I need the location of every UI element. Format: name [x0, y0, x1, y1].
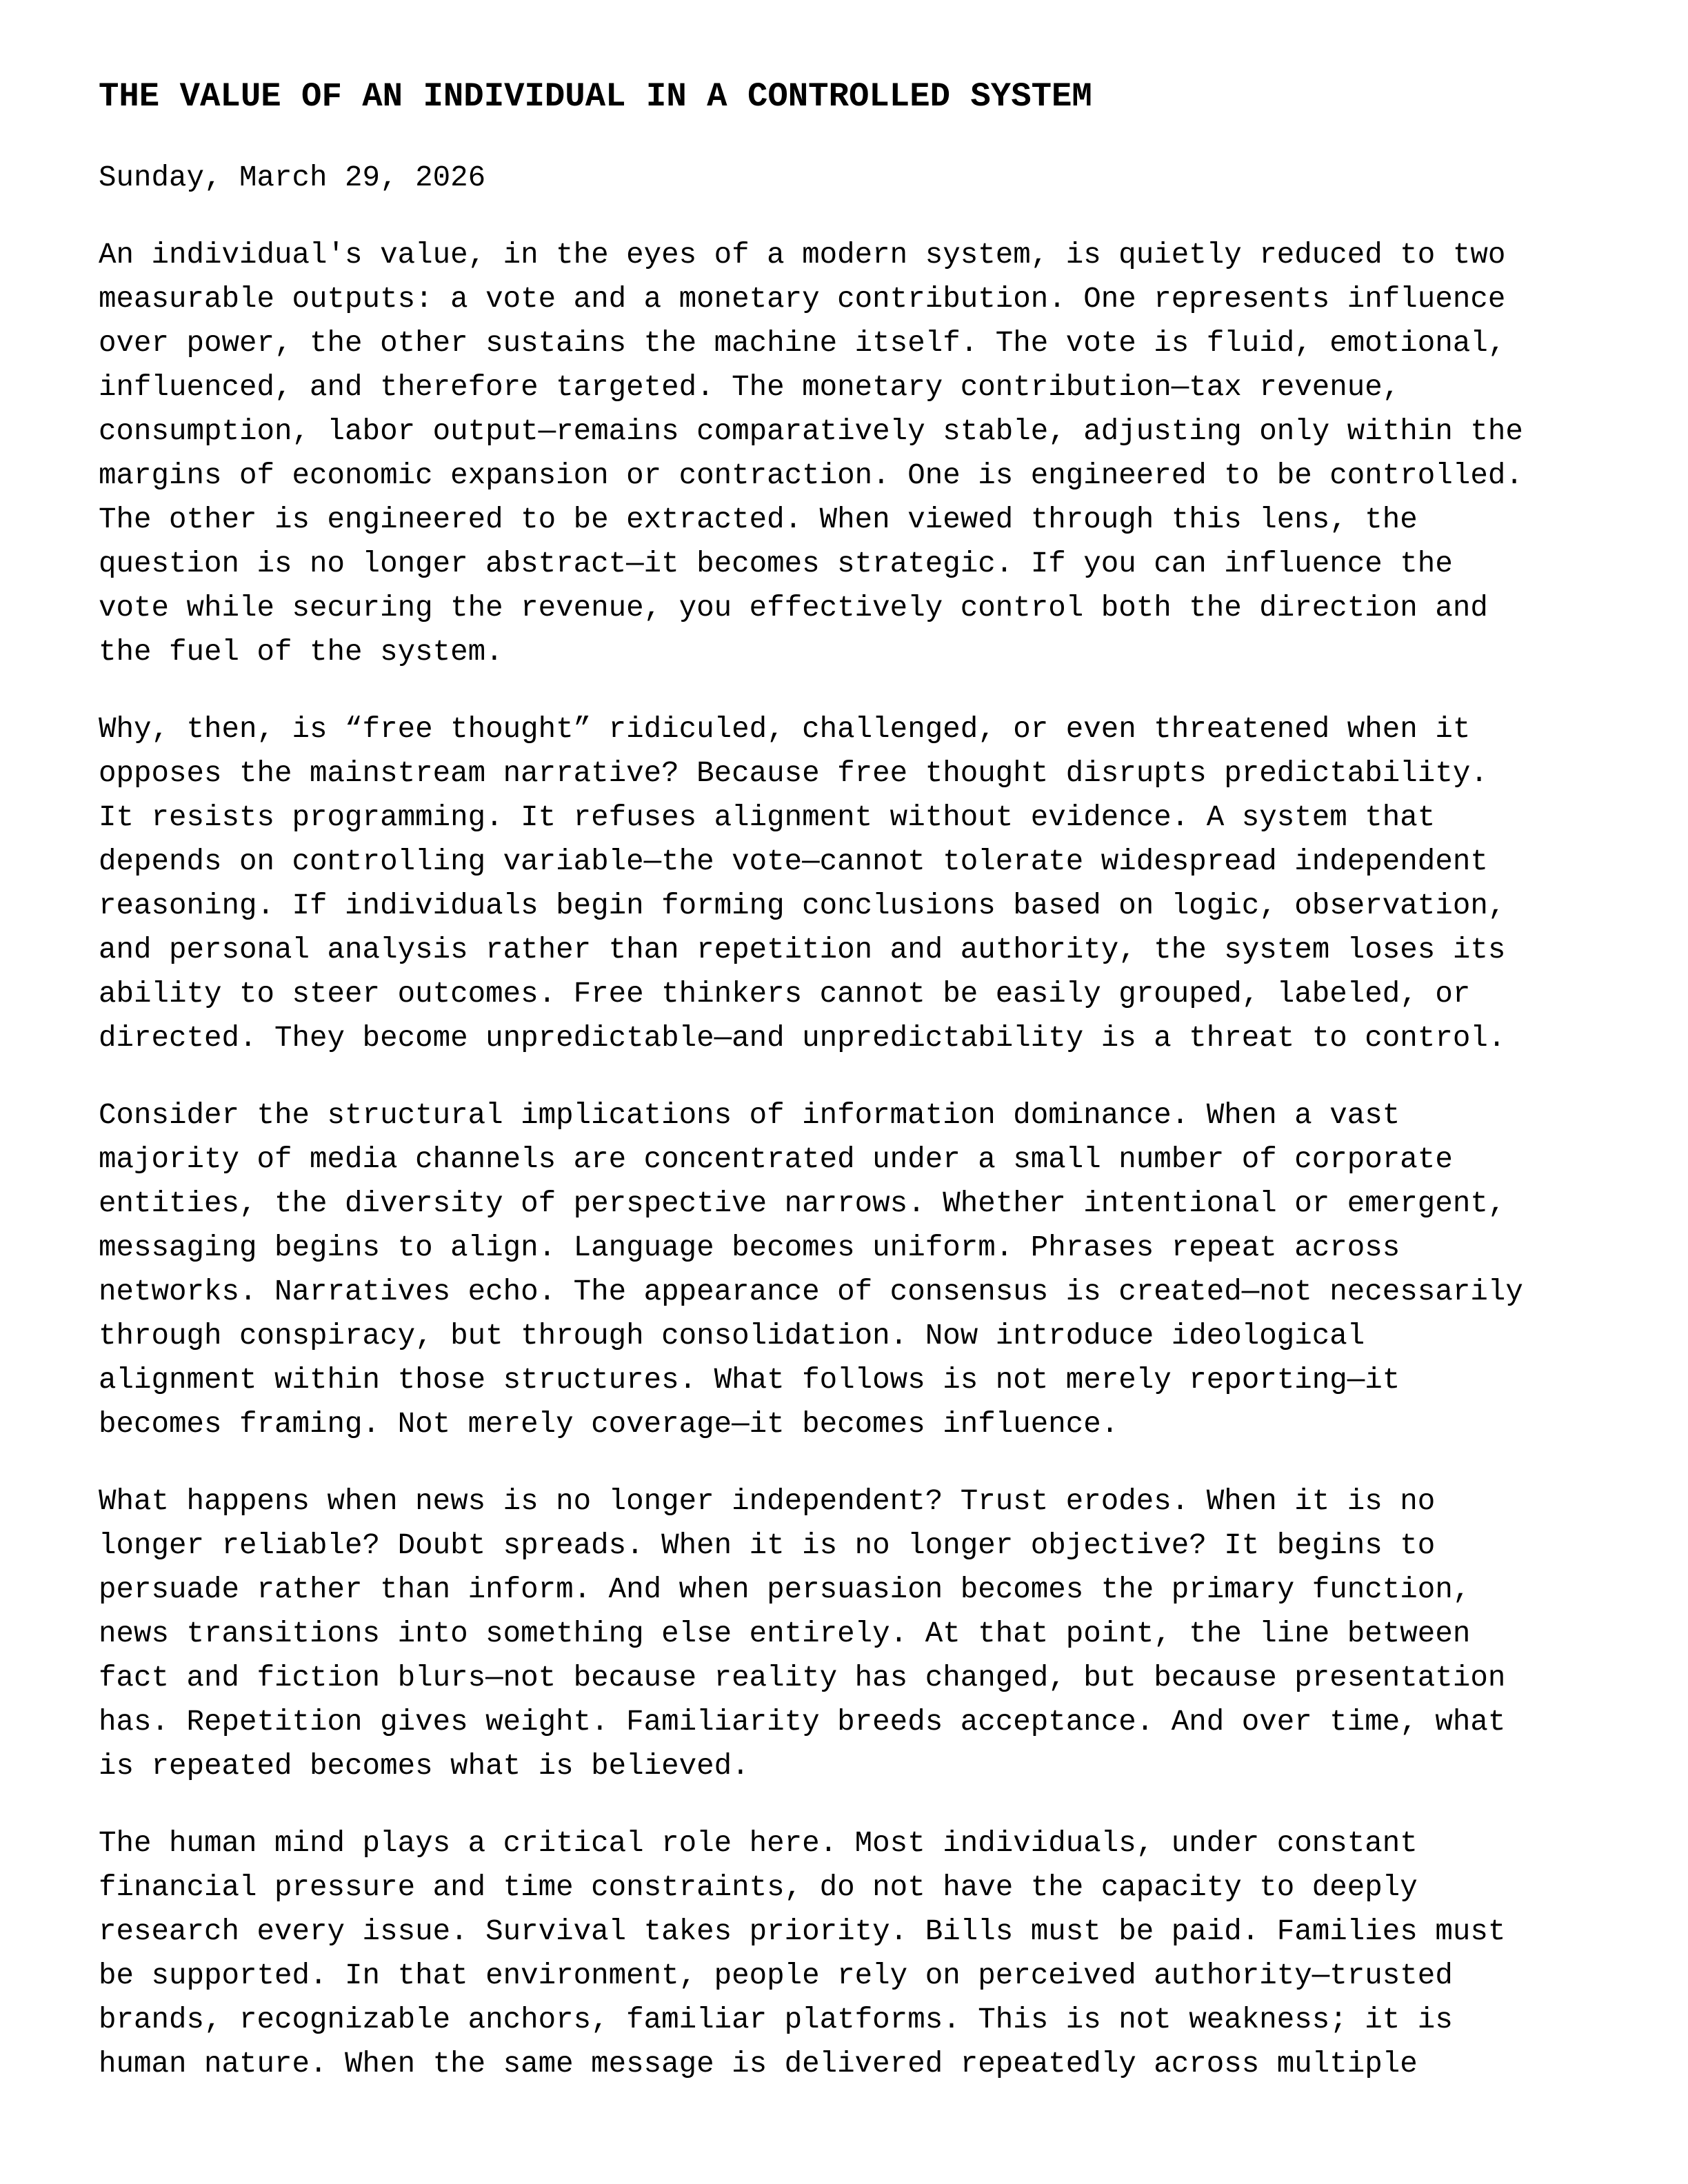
text-line: human nature. When the same message is delivered repeatedly across multiple: [99, 2048, 1418, 2081]
text-line: becomes framing. Not merely coverage—it becomes influence.: [99, 1408, 1119, 1441]
text-line: majority of media channels are concentrated under a small number of corporate: [99, 1143, 1453, 1176]
text-line: longer reliable? Doubt spreads. When it is no longer objective? It begins to: [99, 1529, 1436, 1562]
text-line: persuade rather than inform. And when persuasion becomes the primary function,: [99, 1573, 1471, 1606]
text-line: directed. They become unpredictable—and unpredictability is a threat to control.: [99, 1022, 1506, 1055]
text-line: has. Repetition gives weight. Familiarity breeds acceptance. And over time, what: [99, 1706, 1506, 1739]
document-title: THE VALUE OF AN INDIVIDUAL IN A CONTROLLED SYSTEM: [99, 77, 1092, 116]
text-line: networks. Narratives echo. The appearance of consensus is created—not necessarily: [99, 1275, 1523, 1308]
text-line: An individual's value, in the eyes of a modern system, is quietly reduced to two: [99, 239, 1506, 272]
text-line: The human mind plays a critical role here. Most individuals, under constant: [99, 1827, 1418, 1860]
text-line: through conspiracy, but through consolidation. Now introduce ideological: [99, 1320, 1365, 1353]
paragraph-5: [99, 1821, 1616, 2086]
text-line: It resists programming. It refuses alignment without evidence. A system that: [99, 801, 1436, 834]
text-line: financial pressure and time constraints, do not have the capacity to deeply: [99, 1871, 1418, 1904]
text-line: margins of economic expansion or contraction. One is engineered to be controlled.: [99, 459, 1523, 492]
text-line: The other is engineered to be extracted. When viewed through this lens, the: [99, 503, 1418, 536]
text-line: reasoning. If individuals begin forming conclusions based on logic, observation,: [99, 889, 1506, 922]
text-line: and personal analysis rather than repetition and authority, the system loses its: [99, 933, 1506, 967]
text-line: over power, the other sustains the machine itself. The vote is fluid, emotional,: [99, 327, 1506, 360]
text-line: brands, recognizable anchors, familiar platforms. This is not weakness; it is: [99, 2003, 1453, 2036]
text-line: Why, then, is “free thought” ridiculed, challenged, or even threatened when it: [99, 713, 1471, 746]
paragraph-1: [99, 233, 1616, 674]
text-line: vote while securing the revenue, you effectively control both the direction and: [99, 592, 1488, 625]
text-line: consumption, labor output—remains comparatively stable, adjusting only within the: [99, 415, 1523, 448]
document-date: Sunday, March 29, 2026: [99, 161, 486, 194]
text-line: entities, the diversity of perspective narrows. Whether intentional or emergent,: [99, 1187, 1506, 1220]
text-line: opposes the mainstream narrative? Because free thought disrupts predictability.: [99, 757, 1488, 790]
text-line: Consider the structural implications of information dominance. When a vast: [99, 1099, 1400, 1132]
text-line: is repeated becomes what is believed.: [99, 1750, 750, 1783]
text-line: measurable outputs: a vote and a monetary contribution. One represents influence: [99, 283, 1506, 316]
paragraph-4: [99, 1479, 1616, 1788]
text-line: What happens when news is no longer independent? Trust erodes. When it is no: [99, 1485, 1436, 1518]
text-line: be supported. In that environment, people rely on perceived authority—trusted: [99, 1959, 1453, 1992]
paragraph-3: [99, 1093, 1616, 1446]
text-line: depends on controlling variable—the vote—cannot tolerate widespread independent: [99, 845, 1488, 878]
text-line: question is no longer abstract—it becomes strategic. If you can influence the: [99, 547, 1453, 580]
text-line: news transitions into something else entirely. At that point, the line between: [99, 1617, 1471, 1650]
text-line: research every issue. Survival takes priority. Bills must be paid. Families must: [99, 1915, 1506, 1948]
text-line: messaging begins to align. Language becomes uniform. Phrases repeat across: [99, 1231, 1400, 1264]
paragraph-2: [99, 707, 1616, 1060]
text-line: influenced, and therefore targeted. The monetary contribution—tax revenue,: [99, 371, 1400, 404]
text-line: alignment within those structures. What follows is not merely reporting—it: [99, 1364, 1400, 1397]
document-body: [99, 233, 1616, 2086]
document-page: [99, 74, 1616, 2119]
text-line: the fuel of the system.: [99, 636, 503, 669]
text-line: fact and fiction blurs—not because reality has changed, but because presentation: [99, 1661, 1506, 1695]
text-line: ability to steer outcomes. Free thinkers cannot be easily grouped, labeled, or: [99, 978, 1471, 1011]
